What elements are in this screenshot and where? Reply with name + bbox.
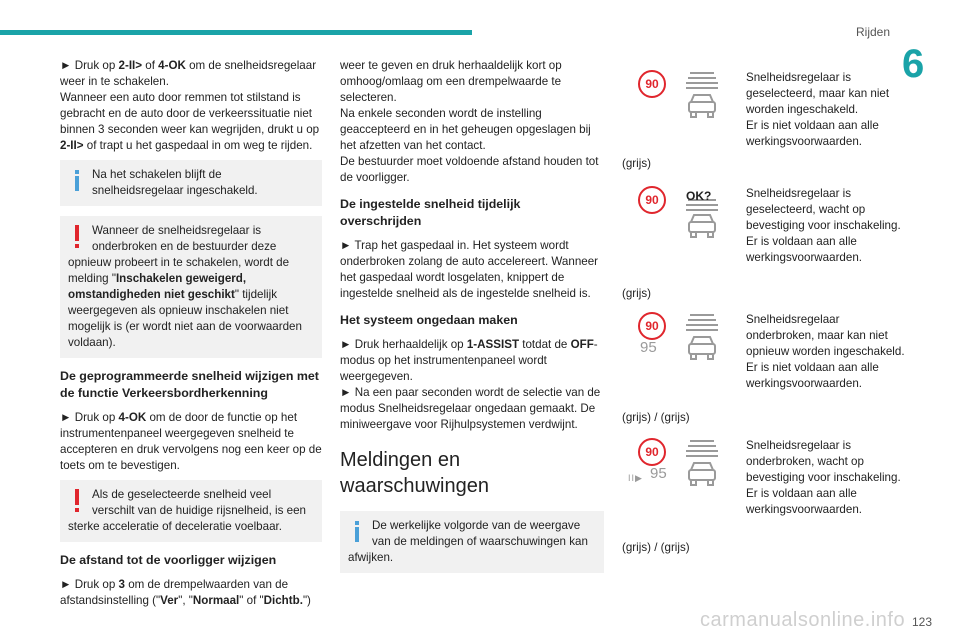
warning-box: Wanneer de snelheidsregelaar is onderbroken en de bestuurder deze opnieuw probeert in te schakelen, wordt de melding "Inschakelen geweigerd, omstandigheden niet geschikt" tijdelijk weergegeven als opnieuw inschakelen niet mogelijk is (er wordt niet aan de voorwaarden voldaan).	[60, 216, 322, 358]
speed-limit-sign: 90	[638, 186, 666, 214]
speed-limit-sign: 90	[638, 312, 666, 340]
info-icon	[68, 167, 86, 193]
color-note: (grijs) / (grijs)	[622, 411, 690, 424]
grey-speed-95: 95	[650, 465, 667, 482]
speed-limit-sign: 90	[638, 438, 666, 466]
warning-icon	[68, 223, 86, 249]
header-accent-bar	[0, 30, 472, 35]
section-title: Rijden	[856, 25, 891, 39]
page-number: 123	[912, 615, 933, 629]
paragraph-accept-speed: ► Druk op 4-OK om de door de functie op het instrumentenpaneel weergegeven snelheid te accepteren en druk vervolgens nog een keer op de toets om te bevestigen.	[60, 411, 322, 472]
info-text: De werkelijke volgorde van de weergave van de meldingen of waarschuwingen kan afwijken.	[348, 519, 588, 564]
paragraph-threshold: weer te geven en druk herhaaldelijk kort op omhoog/omlaag om een drempelwaarde te selecteren.	[340, 59, 562, 104]
chapter-number: 6	[902, 42, 925, 86]
paragraph-standstill: Wanneer een auto door remmen tot stilstand is gebracht en de auto door de verkeerssituatie niet binnen 3 seconden weer kan wegrijden, drukt u op 2-II> of trapt u het gaspedaal in om weg te rijden.	[60, 91, 320, 152]
heading-traffic-sign: De geprogrammeerde snelheid wijzigen met de functie Verkeersbordherkenning	[60, 369, 319, 400]
info-box	[60, 160, 322, 206]
color-note: (grijs) / (grijs)	[622, 541, 690, 554]
info-box-order	[340, 511, 604, 573]
paragraph-override: ► Trap het gaspedaal in. Het systeem wordt onderbroken zolang de auto accelereert. Wanneer het gaspedaal wordt losgelaten, knippert de ingestelde snelheid als de ingestelde snelheid is.	[340, 239, 599, 300]
message-description: Snelheidsregelaar onderbroken, maar kan niet opnieuw worden ingeschakeld. Er is niet voldaan aan alle werkingsvoorwaarden.	[746, 313, 905, 390]
info-text: Na het schakelen blijft de snelheidsregelaar ingeschakeld.	[92, 168, 258, 197]
paragraph-driver-distance: De bestuurder moet voldoende afstand houden tot de voorligger.	[340, 155, 599, 184]
resume-chevron-icon: II▶	[628, 473, 643, 483]
info-icon	[348, 518, 366, 544]
ok-question-label: OK?	[686, 189, 712, 203]
column-left	[60, 58, 322, 615]
warning-text: Als de geselecteerde snelheid veel verschilt van de huidige rijsnelheid, is een sterke acceleratie of deceleratie voelbaar.	[68, 488, 306, 533]
paragraph-distance: ► Druk op 3 om de drempelwaarden van de afstandsinstelling ("Ver", "Normaal" of "Dichtb.")	[60, 578, 311, 607]
message-description: Snelheidsregelaar is onderbroken, wacht op bevestiging voor inschakeling. Er is voldaan aan alle werkingsvoorwaarden.	[746, 439, 901, 516]
color-note: (grijs)	[622, 287, 651, 300]
message-description: Snelheidsregelaar is geselecteerd, wacht op bevestiging voor inschakeling. Er is voldaan aan alle werkingsvoorwaarden.	[746, 187, 901, 264]
heading-messages: Meldingen en waarschuwingen	[340, 449, 489, 497]
paragraph-reactivate: ► Druk op 2-II> of 4-OK om de snelheidsregelaar weer in te schakelen.	[60, 59, 317, 88]
warning-box-acceleration	[60, 480, 322, 542]
car-icon	[684, 70, 720, 120]
speed-limit-sign: 90	[638, 70, 666, 98]
paragraph-memory: Na enkele seconden wordt de instelling geaccepteerd en in het geheugen opgeslagen bij het afzetten van het contact.	[340, 107, 591, 152]
grey-speed-95: 95	[640, 339, 657, 356]
paragraph-deselect: ► Na een paar seconden wordt de selectie van de modus Snelheidsregelaar ongedaan gemaakt. De miniweergave voor Rijhulpsystemen verdwijnt.	[340, 386, 601, 431]
watermark: carmanualsonline.info	[700, 609, 906, 631]
heading-cancel: Het systeem ongedaan maken	[340, 313, 518, 327]
heading-override: De ingestelde snelheid tijdelijk overschrijden	[340, 197, 521, 228]
color-note: (grijs)	[622, 157, 651, 170]
heading-distance: De afstand tot de voorligger wijzigen	[60, 553, 277, 567]
car-icon	[684, 438, 720, 488]
message-description: Snelheidsregelaar is geselecteerd, maar kan niet worden ingeschakeld. Er is niet voldaan aan alle werkingsvoorwaarden.	[746, 71, 890, 148]
column-middle	[340, 58, 604, 583]
car-icon	[684, 312, 720, 362]
paragraph-cancel: ► Druk herhaaldelijk op 1-ASSIST totdat de OFF-modus op het instrumentenpaneel wordt weergegeven.	[340, 338, 598, 383]
warning-icon	[68, 487, 86, 513]
